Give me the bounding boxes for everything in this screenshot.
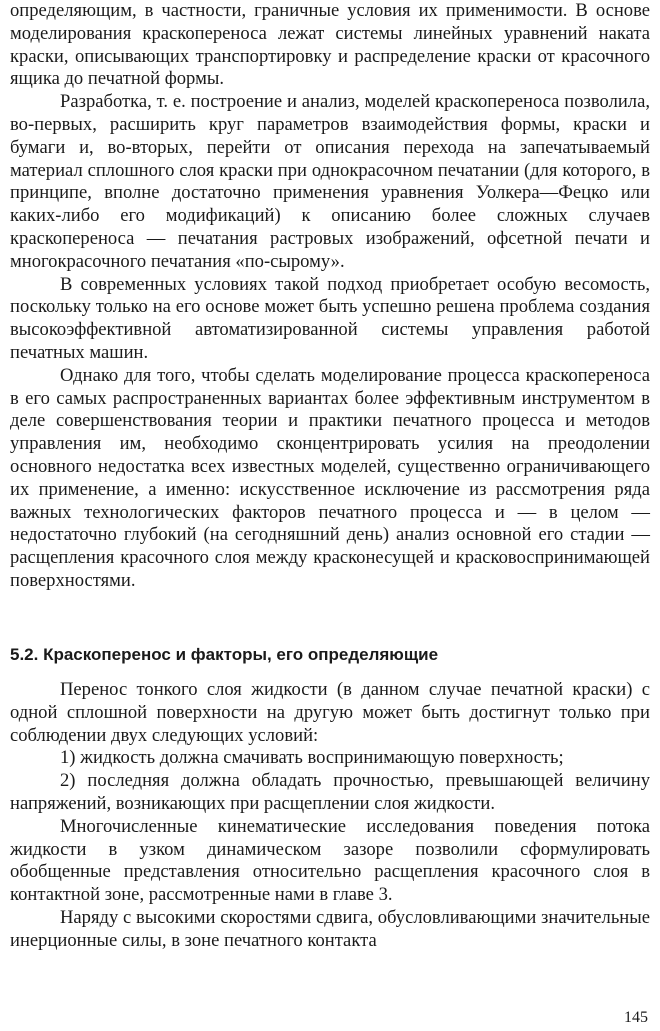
paragraph: Перенос тонкого слоя жидкости (в данном случае печатной краски) с одной сплошной поверхности на другую может быть достигнут только при соблюдении двух следующих условий: — [10, 679, 650, 746]
paragraph: Однако для того, чтобы сделать моделирование процесса краскопереноса в его самых распространенных вариантах более эффективным инструментом в деле совершенствования теории и практики печатного процесса и методов управления им, необходимо сконцентрировать усилия на преодолении основного недостатка всех известных моделей, существенно ограничивающего их применение, а именно: искусственное исключение из рассмотрения ряда важных технологических факторов печатного процесса и — в целом — недостаточно глубокий (на сегодняшний день) анализ основной его стадии — расщепления красочного слоя между красконесущей и красковоспринимающей поверхностями. — [10, 364, 650, 591]
text-block-before-heading — [10, 0, 650, 593]
paragraph: определяющим, в частности, граничные условия их применимости. В основе моделирования краскопереноса лежат системы линейных уравнений наката краски, описывающих транспортировку и распределение краски от красочного ящика до печатной формы. — [10, 0, 650, 90]
paragraph: 1) жидкость должна смачивать воспринимающую поверхность; — [60, 747, 564, 769]
page-number: 145 — [624, 1009, 648, 1026]
paragraph: В современных условиях такой подход приобретает особую весомость, поскольку только на его основе может быть успешно решена проблема создания высокоэффективной автоматизированной системы управления работой печатных машин. — [10, 273, 650, 363]
paragraph: 2) последняя должна обладать прочностью, превышающей величину напряжений, возникающих при расщеплении слоя жидкости. — [10, 770, 650, 814]
paragraph: Наряду с высокими скоростями сдвига, обусловливающими значительные инерционные силы, в зоне печатного контакта — [10, 906, 650, 951]
paragraph: Многочисленные кинематические исследования поведения потока жидкости в узком динамическом зазоре позволили сформулировать обобщенные представления относительно расщепления красочного слоя в контактной зоне, рассмотренные нами в главе 3. — [10, 815, 650, 906]
section-heading: 5.2. Краскоперенос и факторы, его определяющие — [10, 645, 439, 664]
paragraph: Разработка, т. е. построение и анализ, моделей краскопереноса позволила, во-первых, расширить круг параметров взаимодействия формы, краски и бумаги и, во-вторых, перейти от описания перехода на запечатываемый материал сплошного слоя краски при однокрасочном печатании (для которого, в принципе, вполне достаточно применения уравнения Уолкера—Фецко или каких-либо его модификаций) к описанию более сложных случаев краскопереноса — печатания растровых изображений, офсетной печати и многокрасочного печатания «по-сырому». — [10, 91, 650, 272]
text-block-after-heading — [10, 679, 650, 953]
